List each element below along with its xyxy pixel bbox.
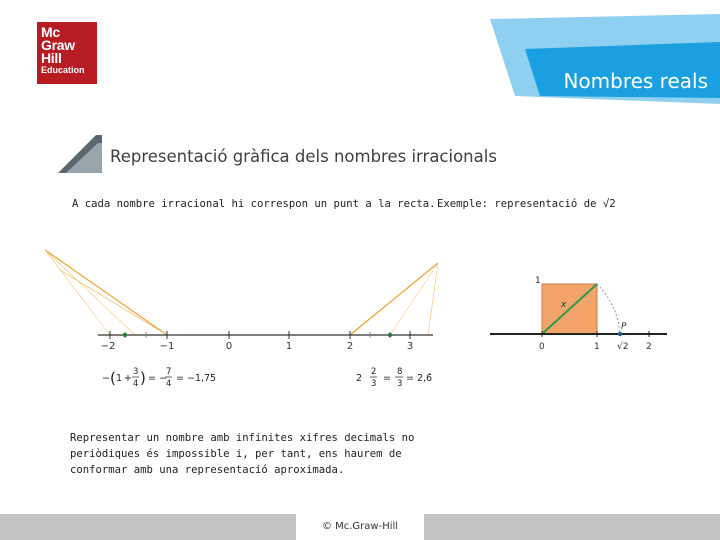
logo-text-education: Education (41, 65, 85, 75)
svg-text:4: 4 (133, 379, 139, 389)
title-banner (485, 14, 720, 104)
paragraph-line: periòdiques és impossible i, per tant, ens haurem de (70, 448, 402, 460)
tick-label: 1 (594, 342, 600, 352)
right-caption: Exemple: representació de √2 (437, 198, 616, 210)
paragraph-line: conformar amb una representació aproximada. (70, 464, 345, 476)
point-2-6 (388, 333, 392, 337)
svg-text:= −1,75: = −1,75 (176, 373, 217, 384)
svg-text:+: + (124, 373, 132, 384)
point-minus-1-75 (123, 333, 127, 337)
tick-label: 3 (406, 341, 414, 352)
paragraph-line: Representar un nombre amb infinites xifres decimals no (70, 432, 415, 444)
tick-label: √2 (617, 342, 629, 352)
diagonal-label: x (561, 300, 567, 310)
svg-text:−: − (102, 373, 110, 384)
left-caption: A cada nombre irracional hi correspon un punt a la recta. (72, 198, 436, 210)
svg-text:= 2,6̂: = 2,6̂ (406, 373, 433, 384)
svg-text:= −: = − (148, 373, 167, 384)
svg-text:8: 8 (397, 367, 403, 377)
section-marker-icon (58, 133, 102, 173)
point-label: P (621, 322, 627, 332)
logo-text-graw: Graw (41, 37, 75, 53)
svg-text:2: 2 (371, 367, 377, 377)
equation-left (102, 367, 216, 389)
logo-text-mc: Mc (41, 24, 60, 40)
tick-label: 0 (539, 342, 545, 352)
svg-text:3: 3 (371, 379, 377, 389)
svg-text:3: 3 (133, 367, 139, 377)
svg-text:3: 3 (397, 379, 403, 389)
tick-label: 2 (646, 342, 652, 352)
section-title: Representació gràfica dels nombres irracionals (110, 147, 497, 166)
sqrt2-figure (487, 265, 672, 365)
svg-text:=: = (383, 373, 391, 384)
logo-text-hill: Hill (41, 50, 62, 66)
equation-right (356, 367, 432, 389)
tick-label: 0 (225, 341, 233, 352)
footer-box (296, 514, 424, 540)
banner-title: Nombres reals (563, 69, 708, 93)
y-label: 1 (535, 276, 541, 286)
arc-path (597, 284, 620, 334)
footer-bar (0, 514, 720, 540)
svg-text:7: 7 (166, 367, 172, 377)
svg-text:1: 1 (116, 373, 123, 384)
number-line-figure (40, 245, 440, 405)
point-p (618, 332, 622, 336)
mcgraw-hill-logo (37, 22, 97, 84)
svg-text:4: 4 (166, 379, 172, 389)
explanation-paragraph (70, 430, 415, 478)
svg-text:2: 2 (356, 373, 363, 384)
tick-label: −1 (159, 341, 175, 352)
copyright-text: © Mc.Graw-Hill (321, 521, 399, 532)
svg-text:(: ( (110, 369, 116, 387)
svg-text:): ) (140, 369, 146, 387)
tick-label: 2 (346, 341, 354, 352)
tick-label: −2 (100, 341, 116, 352)
tick-label: 1 (285, 341, 293, 352)
